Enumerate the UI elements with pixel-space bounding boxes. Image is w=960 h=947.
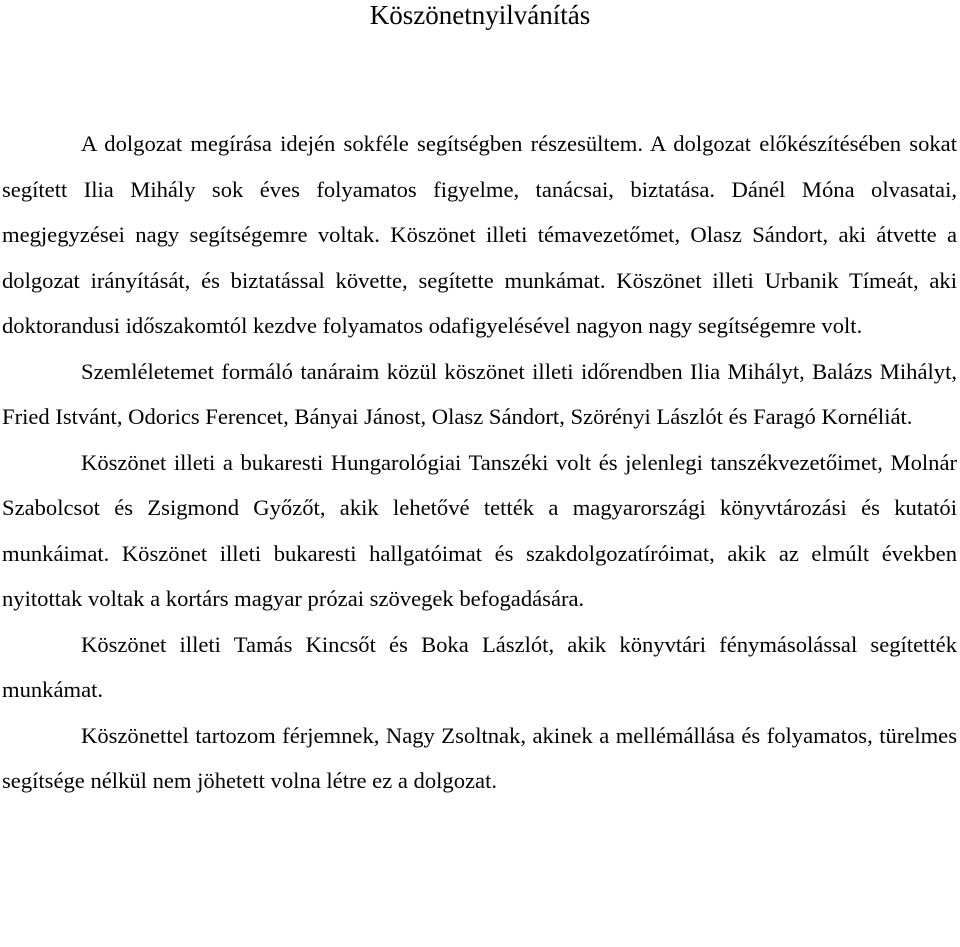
document-body <box>2 121 957 804</box>
paragraph-acknowledgement-3: Köszönet illeti a bukaresti Hungarológiai Tanszéki volt és jelenlegi tanszékvezetőimet, Molnár Szabolcsot és Zsigmond Győzőt, akik lehetővé tették a magyarországi könyvtározási és kutatói munkáimat. Köszönet illeti bukaresti hallgatóimat és szakdolgozatíróimat, akik az elmúlt években nyitottak voltak a kortárs magyar prózai szövegek befogadására. <box>2 449 957 611</box>
page-title: Köszönetnyilvánítás <box>369 0 591 30</box>
paragraph-acknowledgement-5: Köszönettel tartozom férjemnek, Nagy Zsoltnak, akinek a mellémállása és folyamatos, türelmes segítsége nélkül nem jöhetett volna létre ez a dolgozat. <box>2 722 957 793</box>
paragraph-acknowledgement-1: A dolgozat megírása idején sokféle segítségben részesültem. A dolgozat előkészítésében sokat segített Ilia Mihály sok éves folyamatos figyelme, tanácsai, biztatása. Dánél Móna olvasatai, megjegyzései nagy segítségemre voltak. Köszönet illeti témavezetőmet, Olasz Sándort, aki átvette a dolgozat irányítását, és biztatással követte, segítette munkámat. Köszönet illeti Urbanik Tímeát, aki doktorandusi időszakomtól kezdve folyamatos odafigyelésével nagyon nagy segítségemre volt. <box>2 131 957 338</box>
paragraph-acknowledgement-4: Köszönet illeti Tamás Kincsőt és Boka Lászlót, akik könyvtári fénymásolással segítették munkámat. <box>2 631 957 702</box>
paragraph-acknowledgement-2: Szemléletemet formáló tanáraim közül köszönet illeti időrendben Ilia Mihályt, Balázs Mihályt, Fried Istvánt, Odorics Ferencet, Bányai Jánost, Olasz Sándort, Szörényi Lászlót és Faragó Kornéliát. <box>2 358 957 429</box>
